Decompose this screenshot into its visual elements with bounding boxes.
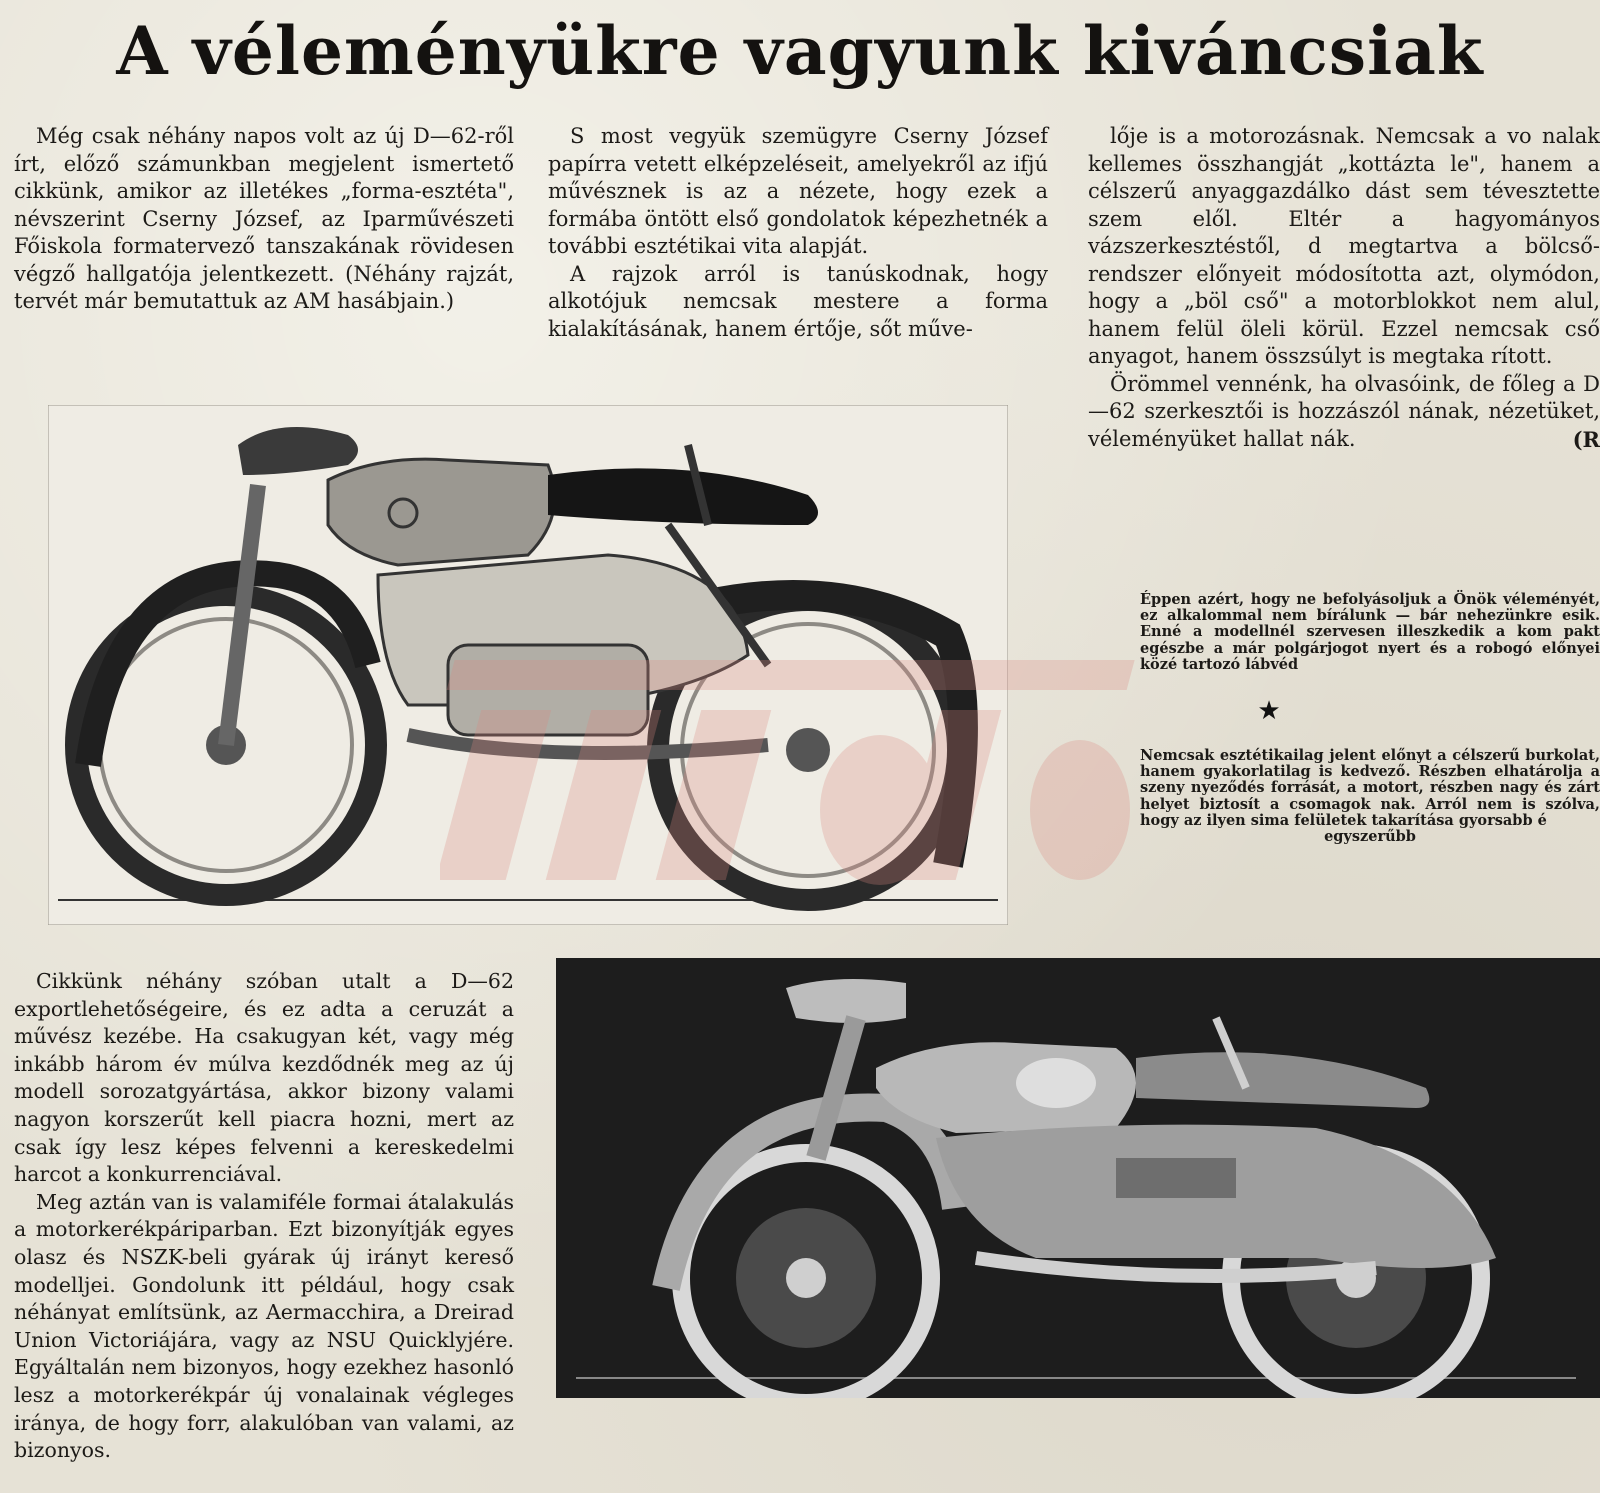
caption-text: Nemcsak esztétikailag jelent előnyt a célszerű burkolat, hanem gyakorlatilag is kedvező. Részben elhatárolja a szeny nyeződés forrását, a motort, részben nagy és zárt helyet biztosít a csomagok nak. Arról nem is szólva, hogy az ilyen sima felületek takarítása gyorsabb é [1140, 747, 1600, 829]
article-column-3 [1088, 123, 1600, 453]
article-column-bottom [14, 968, 514, 1465]
paragraph: A rajzok arról is tanúskodnak, hogy alkotójuk nemcsak mestere a forma kialakításának, hanem értője, sőt műve- [548, 261, 1048, 341]
paragraph-text: Örömmel vennénk, ha olvasóink, de főleg a D—62 szerkesztői is hozzászól nának, nézetüket, véleményüket hallat nák. [1088, 371, 1600, 451]
headline: A véleményükre vagyunk kiváncsiak [116, 12, 1484, 90]
caption-last-line: egyszerűbb [1324, 828, 1416, 846]
motorcycle-illustration-1 [48, 405, 1008, 925]
illustration-caption-1: Éppen azért, hogy ne befolyásoljuk a Önök véleményét, ez alkalommal nem bírálunk — bár nehezünkre esik. Enné a modellnél szervesen illeszkedik a kom pakt egészbe a már polgárjogot nyert és a robogó előnyei közé tartozó lábvéd [1140, 591, 1600, 673]
paragraph [1088, 371, 1600, 454]
motorcycle-illustration-2 [556, 958, 1600, 1398]
paragraph: S most vegyük szemügyre Cserny József papírra vetett elképzeléseit, amelyekről az ifjú művésznek is az a nézete, hogy ezek a formába öntött első gondolatok képezhetnék a további esztétikai vita alapját. [548, 124, 1048, 258]
article-column-2 [548, 123, 1048, 343]
paragraph: Cikkünk néhány szóban utalt a D—62 exportlehetőségeire, és ez adta a ceruzát a művész kezébe. Ha csakugyan két, vagy még inkább három év múlva kezdődnék meg az új modell sorozatgyártása, akkor bizony valami nagyon korszerűt kell piacra hozni, mert az csak így lesz képes felvenni a kereskedelmi harcot a konkurrenciával. [14, 969, 514, 1187]
author-signature: (R [1572, 426, 1600, 452]
paragraph: lője is a motorozásnak. Nemcsak a vo nalak kellemes összhangját „kottázta le", hanem a célszerű anyaggazdálko dást sem tévesztette szem elől. Eltér a hagyományos vázszerkesztéstől, d megtartva a bölcső-rendszer előnyeit módosította azt, olymódon, hogy a „böl cső" a motorblokkot nem alul, hanem felül öleli körül. Ezzel nemcsak cső anyagot, hanem összsúlyt is megtaka rított. [1088, 124, 1600, 368]
paragraph: Meg aztán van is valamiféle formai átalakulás a motorkerékpáriparban. Ezt bizonyítják egyes olasz és NSZK-beli gyárak új irányt kereső modelljei. Gondolunk itt például, hogy csak néhányat említsünk, az Aermacchira, a Dreirad Union Victoriájára, vagy az NSU Quicklyjére. Egyáltalán nem bizonyos, hogy ezekhez hasonló lesz a motorkerékpár új vonalainak végleges iránya, de hogy forr, alakulóban van valami, az bizonyos. [14, 1189, 514, 1463]
star-separator-icon: ★ [1257, 696, 1281, 726]
illustration-caption-2 [1140, 748, 1600, 845]
paragraph: Még csak néhány napos volt az új D—62-ről írt, előző számunkban megjelent ismertető cikkünk, amikor az illetékes „forma-esztéta", névszerint Cserny József, az Iparművészeti Főiskola formatervező tanszakának rövidesen végző hallgatója jelentkezett. (Néhány rajzát, tervét már bemutattuk az AM hasábjain.) [14, 124, 514, 313]
article-column-1 [14, 123, 514, 316]
